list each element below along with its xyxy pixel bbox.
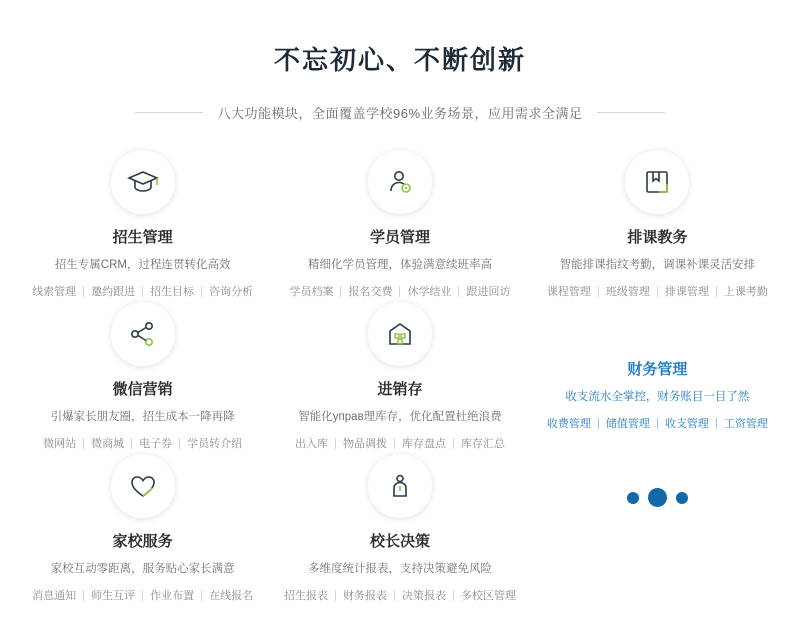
tag[interactable]: 在线报名	[209, 590, 254, 602]
module-desc: 多维度统计报表，支持决策避免风险	[307, 563, 492, 575]
module-card-principal-decision[interactable]	[271, 452, 528, 604]
module-desc: 精细化学员管理，体验满意续班率高	[307, 259, 492, 271]
page-header	[0, 0, 800, 122]
tag[interactable]: 师生互评	[91, 590, 136, 602]
tag[interactable]: 跟进回访	[466, 286, 511, 298]
tag[interactable]: 招生报表	[283, 590, 328, 602]
tag[interactable]: 报名交费	[348, 286, 393, 298]
tag[interactable]: 库存盘点	[401, 438, 446, 450]
module-desc: 智能化управ理库存，优化配置杜绝浪费	[298, 411, 502, 423]
tag[interactable]: 物品调拨	[342, 438, 387, 450]
pager-dot-3[interactable]	[676, 492, 688, 504]
tag[interactable]: 休学结业	[407, 286, 452, 298]
tag[interactable]: 储值管理	[605, 418, 650, 430]
module-desc: 收支流水全掌控，财务账目一目了然	[565, 391, 750, 403]
module-desc: 家校互动零距离，服务贴心家长满意	[50, 563, 235, 575]
module-card-finance[interactable]	[529, 300, 786, 452]
module-title: 校长决策	[369, 533, 430, 550]
module-tags	[25, 587, 260, 603]
tag[interactable]: 线索管理	[32, 286, 77, 298]
module-tags	[282, 283, 517, 299]
tag[interactable]: 出入库	[294, 438, 328, 450]
tag[interactable]: 上课考勤	[723, 286, 768, 298]
tag[interactable]: 决策报表	[401, 590, 446, 602]
module-title: 财务管理	[627, 361, 688, 378]
module-tags	[277, 587, 523, 603]
heart-icon	[111, 454, 175, 518]
module-tags	[25, 283, 260, 299]
graduation-cap-icon	[111, 150, 175, 214]
module-desc: 招生专属CRM，过程连贯转化高效	[54, 259, 231, 271]
tag[interactable]: 收费管理	[546, 418, 591, 430]
tag[interactable]: 咨询分析	[209, 286, 254, 298]
module-card-wechat-marketing[interactable]	[14, 300, 271, 452]
tag[interactable]: 班级管理	[605, 286, 650, 298]
tag[interactable]: 邀约跟进	[91, 286, 136, 298]
module-title: 招生管理	[112, 229, 173, 246]
tag[interactable]: 学员转介绍	[187, 438, 243, 450]
tag[interactable]: 电子券	[139, 438, 173, 450]
tag[interactable]: 消息通知	[32, 590, 77, 602]
report-person-icon	[368, 454, 432, 518]
module-tags	[288, 435, 512, 451]
tag[interactable]: 学员档案	[289, 286, 334, 298]
module-desc: 智能排课指纹考勤，调课补课灵活安排	[559, 259, 756, 271]
module-card-home-school[interactable]	[14, 452, 271, 604]
module-desc: 引爆家长朋友圈，招生成本一降再降	[50, 411, 235, 423]
book-icon	[625, 150, 689, 214]
tag[interactable]: 微网站	[43, 438, 77, 450]
student-gear-icon	[368, 150, 432, 214]
carousel-pager	[529, 452, 786, 604]
module-title: 排课教务	[627, 229, 688, 246]
divider-left	[135, 112, 203, 113]
tag[interactable]: 招生目标	[150, 286, 195, 298]
module-title: 学员管理	[369, 229, 430, 246]
page-subtitle-row	[0, 103, 800, 122]
pager-dot-1[interactable]	[627, 492, 639, 504]
module-title: 进销存	[377, 381, 423, 398]
share-nodes-icon	[111, 302, 175, 366]
divider-right	[597, 112, 665, 113]
tag[interactable]: 排课管理	[664, 286, 709, 298]
tag[interactable]: 工资管理	[723, 418, 768, 430]
tag[interactable]: 微商城	[91, 438, 125, 450]
module-title: 微信营销	[112, 381, 173, 398]
module-tags	[36, 435, 249, 451]
warehouse-icon	[368, 302, 432, 366]
pager-dot-2[interactable]	[648, 488, 667, 507]
tag[interactable]: 作业布置	[150, 590, 195, 602]
page-subtitle: 八大功能模块，全面覆盖学校96%业务场景，应用需求全满足	[217, 106, 583, 121]
pager-dots	[627, 488, 688, 507]
module-card-inventory[interactable]	[271, 300, 528, 452]
module-card-scheduling[interactable]	[529, 148, 786, 300]
module-title: 家校服务	[112, 533, 173, 550]
module-card-recruitment[interactable]	[14, 148, 271, 300]
tag[interactable]: 收支管理	[664, 418, 709, 430]
tag[interactable]: 库存汇总	[460, 438, 505, 450]
modules-grid	[0, 148, 800, 604]
tag[interactable]: 财务报表	[342, 590, 387, 602]
module-tags	[540, 283, 775, 299]
tag[interactable]: 课程管理	[546, 286, 591, 298]
module-tags	[540, 415, 775, 431]
module-card-students[interactable]	[271, 148, 528, 300]
tag[interactable]: 多校区管理	[460, 590, 516, 602]
page-title: 不忘初心、不断创新	[273, 45, 526, 75]
